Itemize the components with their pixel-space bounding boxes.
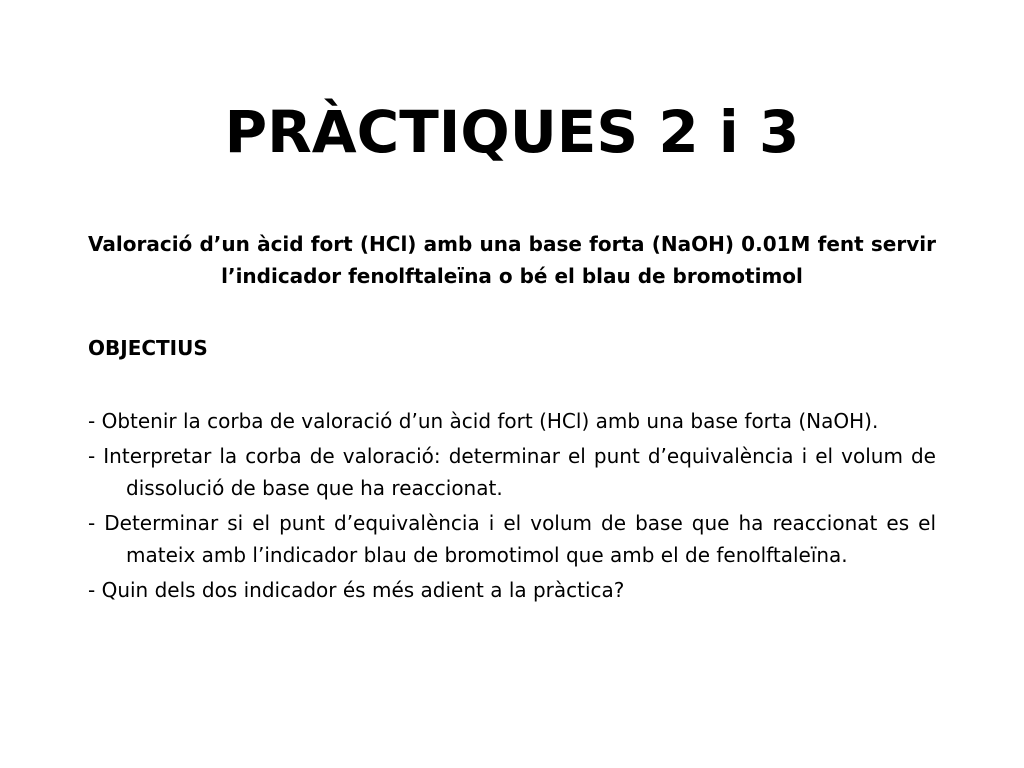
objective-item: - Quin dels dos indicador és més adient a la pràctica? bbox=[88, 578, 625, 602]
slide-subtitle: Valoració d’un àcid fort (HCl) amb una base forta (NaOH) 0.01M fent servir l’indicador fenolftaleïna o bé el blau de bromotimol bbox=[88, 232, 936, 288]
objective-item: - Interpretar la corba de valoració: determinar el punt d’equivalència i el volum de dissolució de base que ha reaccionat. bbox=[88, 444, 936, 500]
objectives-list bbox=[88, 405, 936, 609]
objective-item: - Obtenir la corba de valoració d’un àcid fort (HCl) amb una base forta (NaOH). bbox=[88, 409, 879, 433]
slide-title: PRÀCTIQUES 2 i 3 bbox=[224, 98, 800, 166]
objectives-heading: OBJECTIUS bbox=[88, 336, 208, 360]
objective-item: - Determinar si el punt d’equivalència i el volum de base que ha reaccionat es el mateix amb l’indicador blau de bromotimol que amb el de fenolftaleïna. bbox=[88, 511, 936, 567]
